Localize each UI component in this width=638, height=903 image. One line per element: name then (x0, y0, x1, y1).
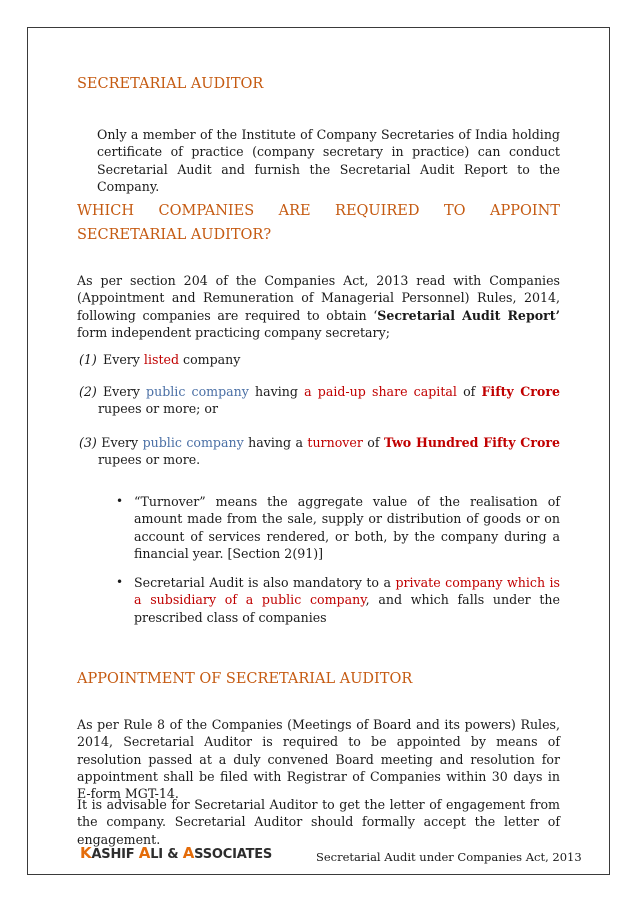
highlight-red: private company which is a subsidiary of a public company (134, 575, 560, 608)
highlight-red: listed (143, 352, 180, 367)
logo-letter: A (182, 844, 195, 862)
text-span: of (362, 435, 384, 450)
heading-secretarial-auditor: SECRETARIAL AUDITOR (77, 76, 264, 92)
paragraph-engagement: It is advisable for Secretarial Auditor to get the letter of engagement from the company. Secretarial Auditor should formally accept the letter of engagement. (77, 797, 560, 847)
text-span: Every (103, 352, 144, 367)
text-span: company (179, 352, 241, 367)
footer-title: Secretarial Audit under Companies Act, 2013 (316, 850, 582, 864)
text-span: Every (96, 435, 143, 450)
paragraph-intro: Only a member of the Institute of Company Secretaries of India holding certificate of practice (company secretary in practice) can conduct Secretarial Audit and furnish the Secretarial Audit Report to the Company. (97, 127, 560, 194)
list-item-2 (79, 383, 560, 418)
text-span: rupees or more; or (98, 401, 219, 417)
list-item-3 (79, 434, 560, 469)
heading-word: COMPANIES (158, 203, 255, 219)
heading-word: APPOINT (489, 203, 560, 219)
paragraph-rule-8: As per Rule 8 of the Companies (Meetings of Board and its powers) Rules, 2014, Secretarial Auditor is required to be appointed by means of resolution passed at a duly convened Board meeting and resolution for appointment shall be filed with Registrar of Companies within 30 days in E-form MGT-14. (77, 717, 560, 802)
text-span: rupees or more. (98, 452, 201, 468)
list-item-1 (79, 351, 560, 368)
heading-word: TO (443, 203, 466, 219)
text-span: Every (102, 384, 147, 399)
heading-word: ARE (278, 203, 311, 219)
text-span: form independent practicing company secretary; (77, 324, 390, 340)
heading-appointment: APPOINTMENT OF SECRETARIAL AUDITOR (77, 671, 413, 687)
bullet-turnover: “Turnover” means the aggregate value of the realisation of amount made from the sale, supply or distribution of goods or on account of services rendered, or both, by the company during a financial year. [Section 2(91)] (134, 494, 560, 561)
heading-word: WHICH (77, 203, 135, 219)
bullet-icon: • (116, 575, 124, 589)
highlight-red: turnover (307, 435, 363, 450)
text-span: of (456, 384, 482, 399)
item-number: (1) (79, 352, 97, 367)
highlight-blue: public company (142, 435, 244, 450)
text-span: having (248, 384, 305, 399)
highlight-red-bold: Fifty Crore (481, 384, 560, 399)
text-span: Secretarial Audit is also mandatory to a (134, 575, 396, 590)
highlight-red-bold: Two Hundred Fifty Crore (383, 435, 561, 450)
paragraph-section-204 (77, 272, 560, 341)
highlight-blue: public company (146, 384, 249, 399)
logo-text: LI & (150, 847, 183, 862)
logo-letter: A (138, 844, 151, 862)
bold-text: Secretarial Audit Report’ (377, 307, 560, 323)
text-span: , and which falls under the prescribed class of companies (134, 592, 560, 625)
item-number: (3) (79, 435, 97, 450)
logo-text: SSOCIATES (194, 847, 273, 862)
logo-text: ASHIF (91, 847, 139, 862)
heading-which-companies (77, 203, 560, 219)
firm-logo (80, 844, 272, 862)
logo-letter: K (80, 844, 92, 862)
item-number: (2) (79, 384, 97, 399)
highlight-red: a paid-up share capital (304, 384, 457, 399)
bullet-icon: • (116, 494, 124, 508)
bullet-private-company (134, 574, 560, 626)
heading-which-companies-line2: SECRETARIAL AUDITOR? (77, 227, 272, 243)
heading-word: REQUIRED (335, 203, 420, 219)
text-span: having a (243, 435, 308, 450)
text-span: As per section 204 of the Companies Act, 2013 read with Companies (Appointment and Remuneration of Managerial Personnel) Rules, 2014, following companies are required to obtain ‘ (77, 273, 560, 323)
